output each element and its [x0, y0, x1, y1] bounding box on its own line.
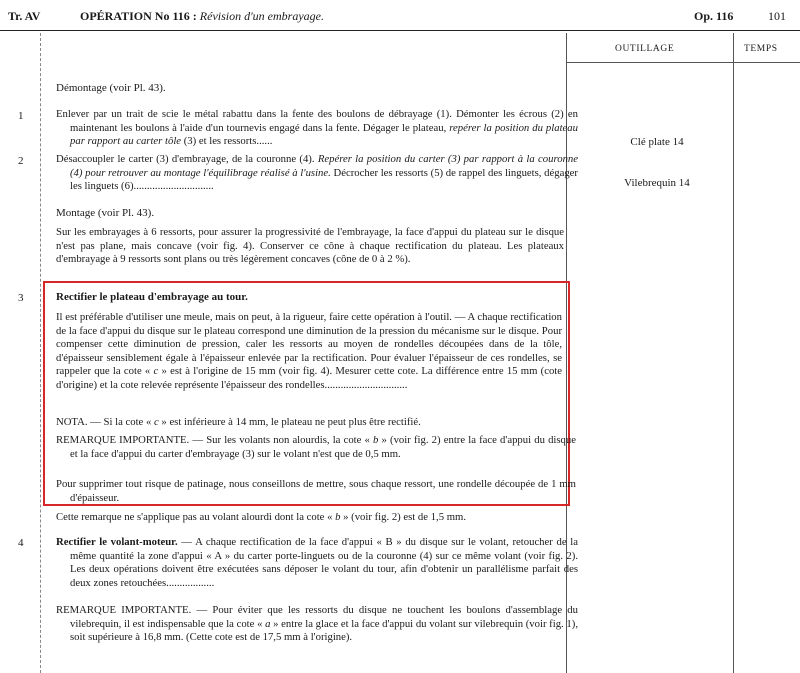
montage-heading: Montage (voir Pl. 43). — [56, 207, 155, 219]
remark-note: Cette remarque ne s'applique pas au volant alourdi dont la cote « b » (voir fig. 2) est de 1,5 mm. — [56, 511, 467, 523]
tool-step-1: Clé plate 14 — [630, 136, 684, 148]
step-2-text: Désaccoupler le carter (3) d'embrayage, de la couronne (4). Repérer la position du carter (3) par rapport à la couronne (4) pour retrouver au montage l'équilibrage réalisé à l'usine. Décrocher les ressorts (5) de rappel des linguets, dégager les linguets (6).............................. — [56, 153, 578, 192]
time-column-line — [733, 33, 734, 673]
step-number: 3 — [18, 292, 24, 304]
step-4-remark: REMARQUE IMPORTANTE. — Pour éviter que les ressorts du disque ne touchent les boulons d'assemblage du vilebrequin, il est indispensable que la cote « a » entre la glace et la face d'appui du volant sur vilebrequin (voir fig. 1), soit supérieure à 16,8 mm. (Cette cote est de 17,5 mm à l'origine). — [56, 604, 578, 643]
tools-column-header: OUTILLAGE — [615, 44, 675, 54]
remark-text: REMARQUE IMPORTANTE. — Sur les volants non alourdis, la cote « b » (voir fig. 2) entre la face d'appui du disque et la face d'appui du carter d'embrayage (3) sur le volant n'est que de 0,5 mm. — [56, 434, 576, 460]
time-column-header: TEMPS — [744, 44, 778, 54]
step-3-text: Il est préférable d'utiliser une meule, mais on peut, à la rigueur, faire cette opération à l'outil. — A chaque rectification de la face d'appui du disque sur le plateau correspond une diminution de la pression du mécanisme sur le disque. Pour compenser cette diminution de pression, caler les ressorts au moyen de rondelles découpées dans de la tôle, d'épaisseur sensiblement égale à l'épaisseur enlevée par la rectification. Pour évaluer l'épaisseur de ces rondelles, se rappeler que la cote « c » est à l'origine de 15 mm (voir fig. 4). Mesurer cette cote. La différence entre 15 mm (cote d'origine) et la cote relevée représente l'épaisseur des rondelles............................... — [56, 311, 562, 391]
tool-step-2: Vilebrequin 14 — [624, 177, 690, 189]
margin-line — [40, 33, 41, 673]
montage-text: Sur les embrayages à 6 ressorts, pour assurer la progressivité de l'embrayage, la face d'appui du plateau sur le disque n'est pas plane, mais concave (voir fig. 4). Conserver ce cône à chaque rectification du plateau. Les plateaux d'embrayage à 9 ressorts sont plans ou très légèrement concaves (cône de 0 à 2 %). — [56, 226, 564, 265]
page-number: 101 — [768, 9, 786, 23]
header-rule — [0, 30, 800, 31]
step-number: 1 — [18, 110, 24, 122]
op-ref: Op. 116 — [694, 9, 734, 23]
nota-text: NOTA. — Si la cote « c » est inférieure à 14 mm, le plateau ne peut plus être rectifié. — [56, 416, 421, 428]
patinage-text: Pour supprimer tout risque de patinage, nous conseillons de mettre, sous chaque ressort, une rondelle découpée de 1 mm d'épaisseur. — [56, 478, 576, 504]
step-1-text: Enlever par un trait de scie le métal rabattu dans la fente des boulons de débrayage (1). Démonter les écrous (2) en maintenant les boulons à l'aide d'un tournevis engagé dans la fente. Dégager le plateau, repérer la position du plateau par rapport au carter tôle (3) et les ressorts...... — [56, 108, 578, 147]
step-4-text: Rectifier le volant-moteur. — A chaque rectification de la face d'appui « B » du disque sur le volant, retoucher de la même quantité la zone d'appui « A » du carter porte-linguets ou de la couronne (4) sur ce même volant (voir fig. 2). Les deux opérations doivent être exécutées sans déposer le volant du tour, afin d'obtenir un parallélisme parfait des deux zones retouchées.................. — [56, 536, 578, 589]
column-header-rule — [567, 62, 800, 63]
step-number: 2 — [18, 155, 24, 167]
step-3-heading: Rectifier le plateau d'embrayage au tour. — [56, 291, 248, 303]
operation-title: OPÉRATION No 116 : Révision d'un embrayage. — [80, 9, 324, 23]
demontage-heading: Démontage (voir Pl. 43). — [56, 82, 166, 94]
section-ref: Tr. AV — [8, 9, 41, 23]
step-number: 4 — [18, 537, 24, 549]
